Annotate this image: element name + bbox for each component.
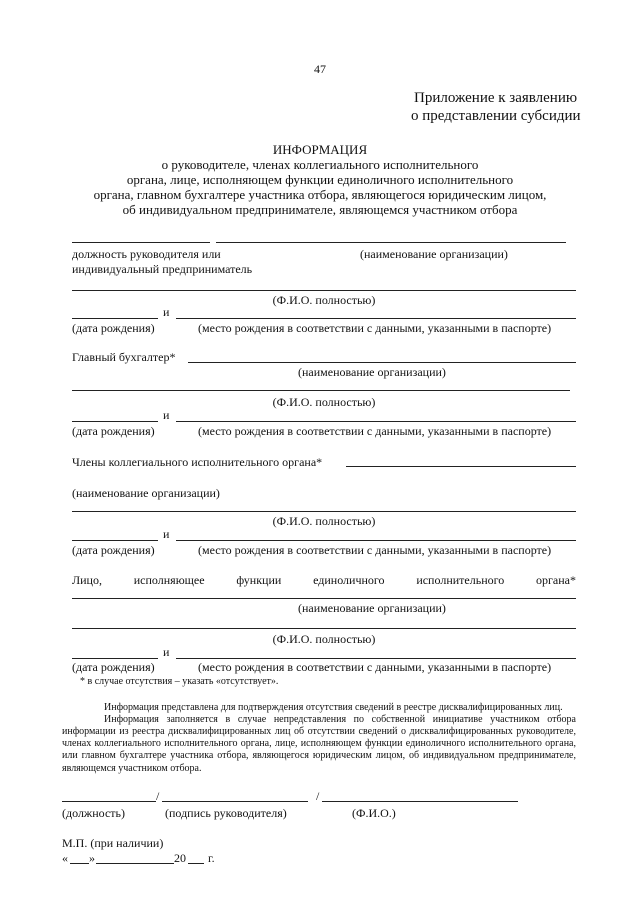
birth-date-field-3[interactable] (72, 540, 158, 541)
document-title: ИНФОРМАЦИЯ (272, 142, 368, 157)
subtitle-line-1: о руководителе, членах коллегиального исполнительного (161, 157, 479, 172)
date-day-field[interactable] (70, 863, 89, 864)
and-label-2: и (163, 408, 170, 422)
note-line-2: Информация заполняется в случае непредставления по собственной инициативе участником отбора (104, 714, 576, 725)
fio-caption: (Ф.И.О.) (352, 806, 396, 820)
birth-date-label-2: (дата рождения) (72, 424, 155, 438)
stamp-label: М.П. (при наличии) (62, 836, 164, 850)
appendix-line-1: Приложение к заявлению (414, 90, 578, 106)
sole-executive-word-4: единоличного (313, 573, 385, 587)
full-name-field-1[interactable] (72, 290, 576, 291)
birth-date-label-3: (дата рождения) (72, 543, 155, 557)
birth-place-label-2: (место рождения в соответствии с данными, указанными в паспорте) (198, 424, 552, 438)
birth-place-label-1: (место рождения в соответствии с данными, указанными в паспорте) (198, 321, 552, 335)
appendix-line-2: о представлении субсидии (411, 108, 581, 124)
full-name-label-1: (Ф.И.О. полностью) (272, 293, 376, 307)
page-number: 47 (314, 62, 326, 76)
org-name-field-1[interactable] (216, 242, 566, 243)
and-label-3: и (163, 527, 170, 541)
and-label-1: и (163, 305, 170, 319)
sole-executive-word-2: исполняющее (133, 573, 205, 587)
position-signature-field[interactable] (62, 801, 156, 802)
board-members-label: Члены коллегиального исполнительного органа* (72, 455, 323, 469)
note-line-4: членах коллегиального исполнительного органа, лице, исполняющем функции единоличного исполнительного органа, (62, 738, 576, 749)
chief-accountant-label: Главный бухгалтер* (72, 350, 176, 364)
slash-2: / (316, 789, 320, 803)
sole-executive-word-1: Лицо, (72, 573, 102, 587)
birth-date-field-2[interactable] (72, 421, 158, 422)
position-field[interactable] (72, 242, 210, 243)
position-head-label: должность руководителя или (72, 247, 221, 261)
sole-executive-word-5: исполнительного (416, 573, 505, 587)
chief-accountant-field[interactable] (188, 362, 576, 363)
and-label-4: и (163, 645, 170, 659)
birth-place-field-2[interactable] (176, 421, 576, 422)
board-members-field[interactable] (346, 466, 576, 467)
org-name-label-3: (наименование организации) (72, 486, 220, 500)
footnote: * в случае отсутствия – указать «отсутствует». (80, 676, 279, 687)
birth-date-field-1[interactable] (72, 318, 158, 319)
full-name-label-3: (Ф.И.О. полностью) (272, 514, 376, 528)
birth-place-label-3: (место рождения в соответствии с данными, указанными в паспорте) (198, 543, 552, 557)
note-line-5: или главном бухгалтере участника отбора, являющегося юридическим лицом, об индивидуальном предпринимателе, (62, 750, 576, 761)
sole-executive-word-6: органа* (536, 573, 576, 587)
note-line-1: Информация представлена для подтверждения отсутствия сведений в реестре дисквалифицированных лиц. (104, 702, 563, 713)
subtitle-line-2: органа, лице, исполняющем функции единоличного исполнительного (126, 172, 514, 187)
position-caption: (должность) (62, 806, 125, 820)
date-close-quote: » (89, 851, 95, 865)
birth-date-label-4: (дата рождения) (72, 660, 155, 674)
fio-signature-field[interactable] (322, 801, 518, 802)
signature-caption: (подпись руководителя) (165, 806, 287, 820)
org-name-label-2: (наименование организации) (298, 365, 446, 379)
birth-date-field-4[interactable] (72, 658, 158, 659)
year-suffix: г. (208, 851, 215, 865)
birth-place-field-1[interactable] (176, 318, 576, 319)
org-name-label-4: (наименование организации) (298, 601, 446, 615)
note-line-6: являющемся участником отбора. (62, 763, 202, 774)
full-name-label-2: (Ф.И.О. полностью) (272, 395, 376, 409)
org-name-label-1: (наименование организации) (360, 247, 508, 261)
full-name-field-3[interactable] (72, 511, 576, 512)
sole-executive-field[interactable] (72, 598, 576, 599)
slash-1: / (156, 789, 160, 803)
sole-executive-word-3: функции (236, 573, 282, 587)
sole-executive-label (72, 573, 576, 588)
year-prefix: 20 (174, 851, 186, 865)
date-month-field[interactable] (96, 863, 174, 864)
birth-place-field-3[interactable] (176, 540, 576, 541)
birth-place-field-4[interactable] (176, 658, 576, 659)
full-name-label-4: (Ф.И.О. полностью) (272, 632, 376, 646)
birth-date-label-1: (дата рождения) (72, 321, 155, 335)
full-name-field-4[interactable] (72, 628, 576, 629)
subtitle-line-4: об индивидуальном предпринимателе, являющемся участником отбора (122, 202, 518, 217)
individual-entrepreneur-label: индивидуальный предприниматель (72, 262, 253, 276)
full-name-field-2[interactable] (72, 390, 570, 391)
note-line-3: информации из реестра дисквалифицированных лиц об отсутствии сведений о дисквалифицированных руководителе, (62, 726, 576, 737)
subtitle-line-3: органа, главном бухгалтере участника отбора, являющегося юридическим лицом, (93, 187, 547, 202)
date-open-quote: « (62, 851, 68, 865)
signature-field[interactable] (162, 801, 308, 802)
date-year-field[interactable] (188, 863, 204, 864)
birth-place-label-4: (место рождения в соответствии с данными, указанными в паспорте) (198, 660, 552, 674)
